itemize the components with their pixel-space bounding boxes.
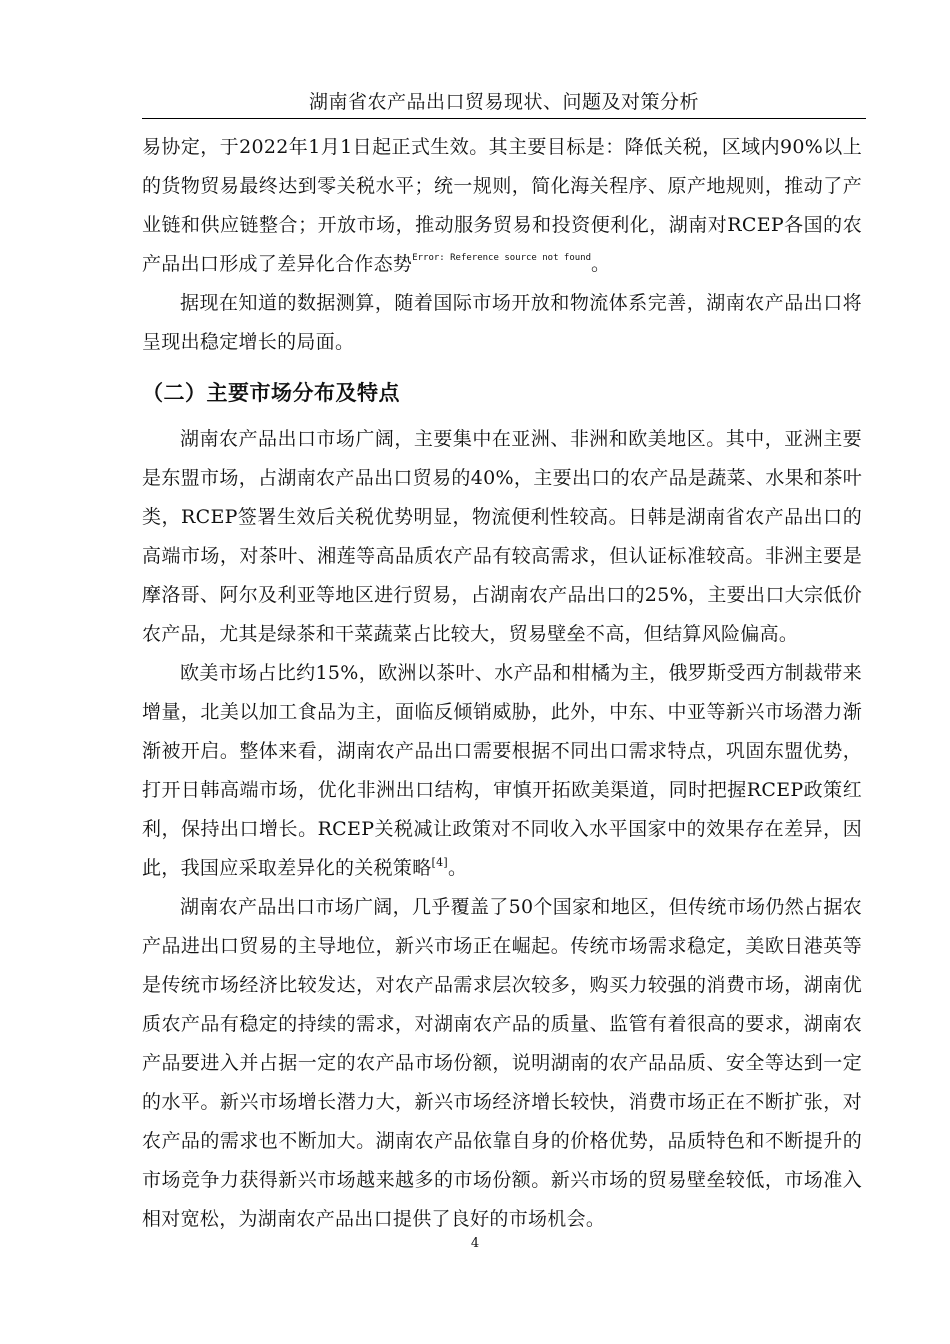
- page-number: 4: [470, 1236, 480, 1251]
- paragraph-continuation: [142, 128, 862, 284]
- section-heading: （二）主要市场分布及特点: [142, 381, 400, 405]
- paragraph-traditional-emerging: 湖南农产品出口市场广阔，几乎覆盖了50个国家和地区，但传统市场仍然占据农产品进出口贸易的主导地位，新兴市场正在崛起。传统市场需求稳定，美欧日港英等是传统市场经济比较发达，对农产品需求层次较多，购买力较强的消费市场，湖南优质农产品有稳定的持续的需求，对湖南农产品的质量、监管有着很高的要求，湖南农产品要进入并占据一定的农产品市场份额，说明湖南的农产品品质、安全等达到一定的水平。新兴市场增长潜力大，新兴市场经济增长较快，消费市场正在不断扩张，对农产品的需求也不断加大。湖南农产品依靠自身的价格优势，品质特色和不断提升的市场竞争力获得新兴市场越来越多的市场份额。新兴市场的贸易壁垒较低，市场准入相对宽松，为湖南农产品出口提供了良好的市场机会。: [142, 896, 862, 1230]
- paragraph-europe-america: [142, 654, 862, 888]
- paragraph-forecast: 据现在知道的数据测算，随着国际市场开放和物流体系完善，湖南农产品出口将呈现出稳定增长的局面。: [142, 292, 862, 353]
- document-body: [142, 128, 862, 1239]
- reference-error-marker: Error: Reference source not found: [412, 253, 592, 263]
- paragraph-end-punct: 。: [591, 253, 611, 275]
- paragraph-end-punct: 。: [448, 857, 468, 879]
- citation-link[interactable]: [4]: [431, 856, 448, 869]
- paragraph-text: 易协定，于2022年1月1日起正式生效。其主要目标是：降低关税，区域内90%以上的货物贸易最终达到零关税水平；统一规则，简化海关程序、原产地规则，推动了产业链和供应链整合；开放市场，推动服务贸易和投资便利化，湖南对RCEP各国的农产品出口形成了差异化合作态势: [142, 136, 862, 275]
- paragraph-market-distribution: 湖南农产品出口市场广阔，主要集中在亚洲、非洲和欧美地区。其中，亚洲主要是东盟市场，占湖南农产品出口贸易的40%，主要出口的农产品是蔬菜、水果和茶叶类，RCEP签署生效后关税优势明显，物流便利性较高。日韩是湖南省农产品出口的高端市场，对茶叶、湘莲等高品质农产品有较高需求，但认证标准较高。非洲主要是摩洛哥、阿尔及利亚等地区进行贸易，占湖南农产品出口的25%，主要出口大宗低价农产品，尤其是绿茶和干菜蔬菜占比较大，贸易壁垒不高，但结算风险偏高。: [142, 428, 862, 645]
- header-title: 湖南省农产品出口贸易现状、问题及对策分析: [308, 91, 699, 113]
- paragraph-text: 欧美市场占比约15%，欧洲以茶叶、水产品和柑橘为主，俄罗斯受西方制裁带来增量，北美以加工食品为主，面临反倾销威胁，此外，中东、中亚等新兴市场潜力渐渐被开启。整体来看，湖南农产品出口需要根据不同出口需求特点，巩固东盟优势，打开日韩高端市场，优化非洲出口结构，审慎开拓欧美渠道，同时把握RCEP政策红利，保持出口增长。RCEP关税减让政策对不同收入水平国家中的效果存在差异，因此，我国应采取差异化的关税策略: [142, 662, 862, 879]
- page-header: [142, 88, 866, 119]
